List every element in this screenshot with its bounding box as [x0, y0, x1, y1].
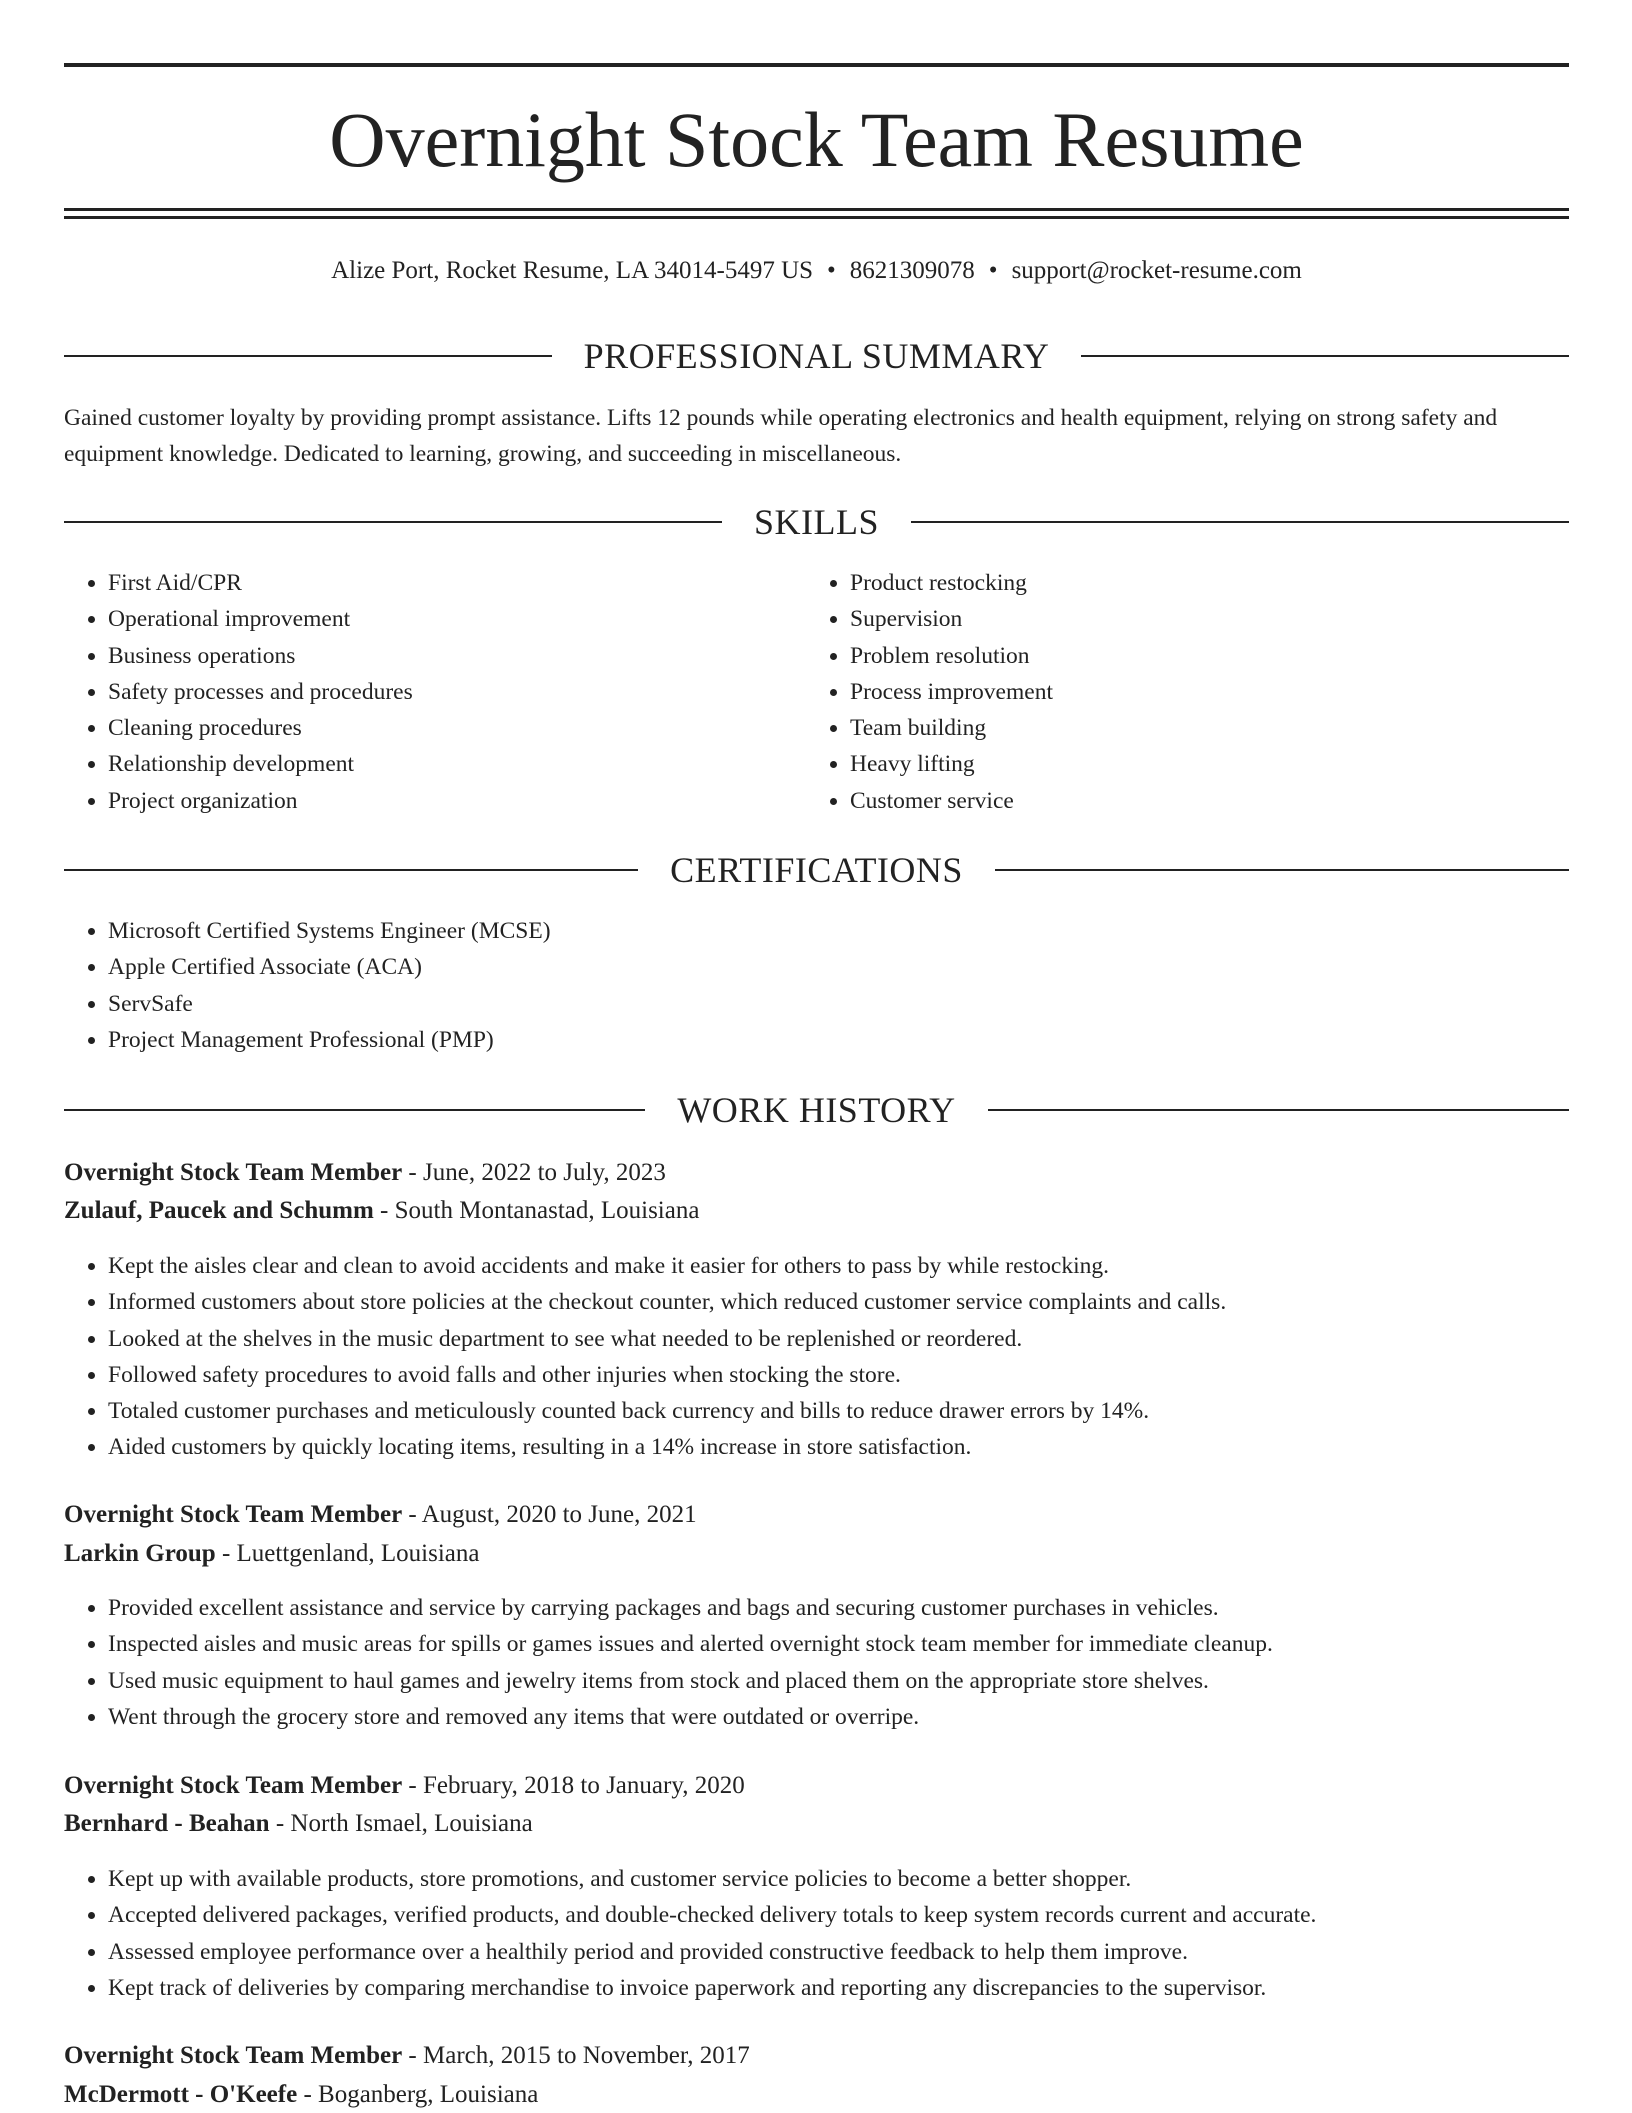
job-bullets — [64, 1590, 1608, 1735]
title-double-rule-top — [64, 208, 1569, 211]
list-item: • Supervision — [850, 601, 1550, 637]
section-title: WORK HISTORY — [677, 1090, 956, 1130]
title-double-rule-bottom — [64, 216, 1569, 219]
job-title-line: Overnight Stock Team Member - August, 2020 to June, 2021 — [64, 1501, 697, 1528]
job-bullets — [64, 1248, 1608, 1466]
list-item: • Project organization — [108, 783, 808, 819]
divider — [64, 1109, 645, 1111]
job-dates: March, 2015 to November, 2017 — [423, 2042, 750, 2069]
list-item: • Inspected aisles and music areas for spills or games issues and alerted overnight stock team member for immediate cleanup. — [108, 1626, 1608, 1662]
job-title: Overnight Stock Team Member — [64, 1159, 403, 1186]
section-heading-skills — [64, 497, 1569, 547]
job-bullets — [64, 1861, 1608, 2006]
bullet-separator-icon: • — [827, 257, 836, 284]
section-heading-summary — [64, 331, 1569, 381]
job-title: Overnight Stock Team Member — [64, 1501, 403, 1528]
list-item: • Microsoft Certified Systems Engineer (MCSE) — [108, 913, 1508, 949]
divider — [64, 869, 638, 871]
divider — [64, 521, 722, 523]
section-title: PROFESSIONAL SUMMARY — [583, 336, 1050, 376]
list-item: • Heavy lifting — [850, 746, 1550, 782]
list-item: • Cleaning procedures — [108, 710, 808, 746]
job-title-line: Overnight Stock Team Member - June, 2022 to July, 2023 — [64, 1159, 666, 1186]
summary-text: Gained customer loyalty by providing prompt assistance. Lifts 12 pounds while operating electronics and health equipment, relying on strong safety and equipment knowledge. Dedicated to learning, growing, and succeeding in miscellaneous. — [64, 405, 1498, 467]
contact-phone: 8621309078 — [849, 257, 975, 284]
list-item: • Accepted delivered packages, verified products, and double-checked delivery totals to keep system records current and accurate. — [108, 1897, 1608, 1933]
list-item: • First Aid/CPR — [108, 565, 808, 601]
list-item: • Assessed employee performance over a healthily period and provided constructive feedback to help them improve. — [108, 1934, 1608, 1970]
bullet-separator-icon: • — [988, 257, 998, 284]
list-item: • Kept track of deliveries by comparing merchandise to invoice paperwork and reporting any discrepancies to the supervisor. — [108, 1970, 1608, 2006]
divider — [988, 1109, 1569, 1111]
company-location: Boganberg, Louisiana — [318, 2081, 539, 2108]
list-item: • Informed customers about store policies at the checkout counter, which reduced customer service complaints and calls. — [108, 1284, 1608, 1320]
list-item: • Relationship development — [108, 746, 808, 782]
resume-title: Overnight Stock Team Resume — [329, 96, 1304, 183]
skills-list-right — [806, 565, 1550, 819]
company-location: North Ismael, Louisiana — [290, 1810, 533, 1837]
company-name: Larkin Group — [64, 1540, 216, 1567]
list-item: • Kept the aisles clear and clean to avoid accidents and make it easier for others to pass by while restocking. — [108, 1248, 1608, 1284]
list-item: • Kept up with available products, store promotions, and customer service policies to become a better shopper. — [108, 1861, 1608, 1897]
skills-list-left — [64, 565, 808, 819]
list-item: • Process improvement — [850, 674, 1550, 710]
company-location: South Montanastad, Louisiana — [394, 1197, 700, 1224]
contact-email: support@rocket-resume.com — [1011, 257, 1302, 284]
job-company-line: Zulauf, Paucek and Schumm - South Montanastad, Louisiana — [64, 1197, 700, 1224]
section-title: CERTIFICATIONS — [670, 850, 963, 890]
divider — [995, 869, 1569, 871]
list-item: • Used music equipment to haul games and jewelry items from stock and placed them on the appropriate store shelves. — [108, 1663, 1608, 1699]
divider — [911, 521, 1569, 523]
job-dates: February, 2018 to January, 2020 — [423, 1772, 745, 1799]
list-item: • Aided customers by quickly locating items, resulting in a 14% increase in store satisfaction. — [108, 1429, 1608, 1465]
list-item: • Business operations — [108, 638, 808, 674]
list-item: • ServSafe — [108, 986, 1508, 1022]
list-item: • Team building — [850, 710, 1550, 746]
section-heading-work-history — [64, 1085, 1569, 1135]
job-dates: August, 2020 to June, 2021 — [421, 1501, 697, 1528]
list-item: • Went through the grocery store and removed any items that were outdated or overripe. — [108, 1699, 1608, 1735]
section-heading-certifications — [64, 845, 1569, 895]
list-item: • Looked at the shelves in the music department to see what needed to be replenished or reordered. — [108, 1321, 1608, 1357]
job-title-line: Overnight Stock Team Member - March, 2015 to November, 2017 — [64, 2042, 750, 2069]
job-company-line: Bernhard - Beahan - North Ismael, Louisiana — [64, 1810, 533, 1837]
company-name: Bernhard - Beahan — [64, 1810, 270, 1837]
list-item: • Project Management Professional (PMP) — [108, 1022, 1508, 1058]
section-title: SKILLS — [754, 502, 880, 542]
certifications-list — [64, 913, 1508, 1058]
list-item: • Product restocking — [850, 565, 1550, 601]
company-location: Luettgenland, Louisiana — [236, 1540, 480, 1567]
divider — [64, 355, 552, 357]
list-item: • Safety processes and procedures — [108, 674, 808, 710]
company-name: McDermott - O'Keefe — [64, 2081, 298, 2108]
list-item: • Customer service — [850, 783, 1550, 819]
job-title: Overnight Stock Team Member — [64, 2042, 403, 2069]
company-name: Zulauf, Paucek and Schumm — [64, 1197, 374, 1224]
list-item: • Followed safety procedures to avoid falls and other injuries when stocking the store. — [108, 1357, 1608, 1393]
contact-address: Alize Port, Rocket Resume, LA 34014-5497 US — [331, 257, 814, 284]
list-item: • Totaled customer purchases and meticulously counted back currency and bills to reduce drawer errors by 14%. — [108, 1393, 1608, 1429]
list-item: • Operational improvement — [108, 601, 808, 637]
job-title: Overnight Stock Team Member — [64, 1772, 403, 1799]
job-dates: June, 2022 to July, 2023 — [423, 1159, 666, 1186]
divider — [1081, 355, 1569, 357]
list-item: • Problem resolution — [850, 638, 1550, 674]
job-company-line: Larkin Group - Luettgenland, Louisiana — [64, 1540, 480, 1567]
job-title-line: Overnight Stock Team Member - February, 2018 to January, 2020 — [64, 1772, 745, 1799]
list-item: • Apple Certified Associate (ACA) — [108, 949, 1508, 985]
top-rule — [64, 63, 1569, 67]
job-company-line: McDermott - O'Keefe - Boganberg, Louisiana — [64, 2081, 539, 2108]
contact-line — [64, 254, 1569, 288]
list-item: • Provided excellent assistance and service by carrying packages and bags and securing customer purchases in vehicles. — [108, 1590, 1608, 1626]
